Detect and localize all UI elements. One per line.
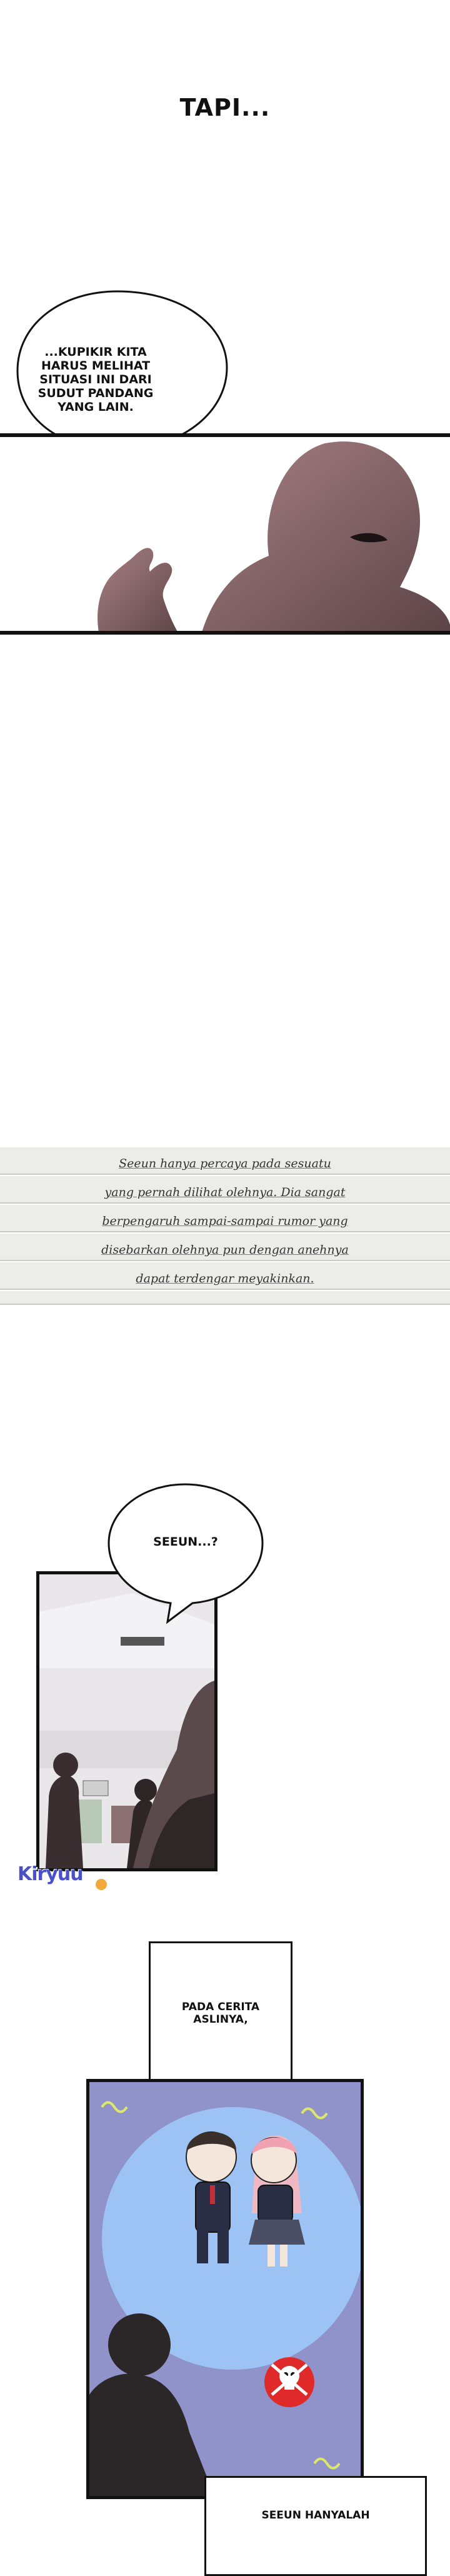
caption-top: TAPI... (179, 94, 271, 121)
narration1-line: PADA CERITA (181, 2001, 260, 2013)
scanlator-logo (14, 1861, 108, 1892)
notebook-line (0, 1157, 450, 1170)
bubble1-line: SITUASI INI DARI (39, 373, 152, 386)
notebook-line (0, 1272, 450, 1285)
narration-box-1 (149, 1941, 292, 2098)
notebook-line (0, 1185, 450, 1199)
panel-silhouette-hand (0, 433, 450, 635)
narration-box-2 (204, 2476, 427, 2576)
narration1-line: ASLINYA, (193, 2013, 248, 2026)
bubble1-line: ...KUPIKIR KITA (44, 345, 147, 359)
speech-bubble-1-text (18, 345, 174, 414)
speech-bubble-2 (105, 1481, 268, 1624)
panel-chibi-flashback (86, 2079, 364, 2499)
logo-text: Kiryuu (18, 1863, 83, 1885)
bubble1-line: SUDUT PANDANG (38, 386, 154, 400)
notebook-line (0, 1243, 450, 1257)
notebook-line-text: dapat terdengar meyakinkan. (136, 1272, 314, 1285)
bubble1-line: HARUS MELIHAT (41, 359, 151, 373)
notebook-line-text: yang pernah dilihat olehnya. Dia sangat (104, 1185, 346, 1199)
notebook-line (0, 1214, 450, 1228)
notebook-line-bg (0, 1291, 450, 1305)
speech-bubble-2-text: SEEUN...? (153, 1535, 218, 1549)
notebook-line-text: Seeun hanya percaya pada sesuatu (119, 1157, 331, 1170)
panel1-art (0, 437, 450, 635)
notebook-narration (0, 1147, 450, 1335)
panel3-art (89, 2082, 361, 2496)
bubble1-line: YANG LAIN. (58, 400, 134, 414)
notebook-line-text: disebarkan olehnya pun dengan anehnya (101, 1243, 349, 1257)
narration2-text: SEEUN HANYALAH (261, 2509, 370, 2522)
notebook-line-text: berpengaruh sampai-sampai rumor yang (102, 1214, 348, 1228)
